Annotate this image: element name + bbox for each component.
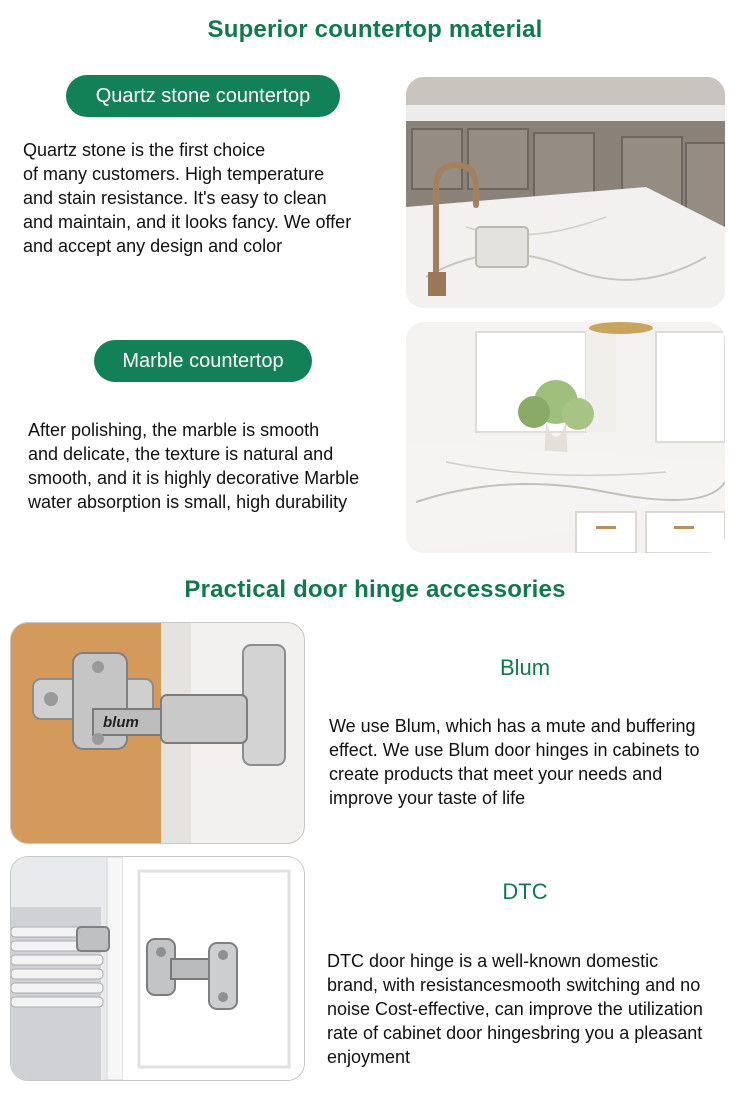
marble-line-3: smooth, and it is highly decorative Marble <box>28 468 360 488</box>
blum-line-1: We use Blum, which has a mute and buffering <box>329 716 696 736</box>
quartz-line-4: and maintain, and it looks fancy. We offer <box>23 212 352 232</box>
dtc-line-3: noise Cost-effective, can improve the utilization <box>327 999 703 1019</box>
quartz-line-5: and accept any design and color <box>23 236 283 256</box>
blum-heading: Blum <box>499 655 551 680</box>
dtc-line-2: brand, with resistancesmooth switching and no <box>327 975 701 995</box>
quartz-line-2: of many customers. High temperature <box>23 164 325 184</box>
dtc-line-5: enjoyment <box>327 1047 411 1067</box>
section-title-hinges: Practical door hinge accessories <box>184 576 566 603</box>
marble-line-1: After polishing, the marble is smooth <box>28 420 320 440</box>
blum-line-3: create products that meet your needs and <box>329 764 663 784</box>
dtc-line-1: DTC door hinge is a well-known domestic <box>327 951 659 971</box>
dtc-hinge-photo <box>10 856 305 1081</box>
blum-hinge-photo <box>10 622 305 844</box>
quartz-countertop-label: Quartz stone countertop <box>66 75 340 117</box>
marble-line-2: and delicate, the texture is natural and <box>28 444 334 464</box>
dtc-heading: DTC <box>502 879 548 904</box>
dtc-line-4: rate of cabinet door hingesbring you a pleasant <box>327 1023 703 1043</box>
marble-description <box>28 418 398 514</box>
section-title-countertop: Superior countertop material <box>207 16 543 43</box>
blum-line-2: effect. We use Blum door hinges in cabinets to <box>329 740 700 760</box>
blum-logo-text: blum <box>103 714 139 731</box>
quartz-kitchen-photo <box>406 77 725 308</box>
blum-line-4: improve your taste of life <box>329 788 526 808</box>
quartz-line-3: and stain resistance. It's easy to clean <box>23 188 327 208</box>
quartz-description <box>23 138 393 258</box>
blum-description <box>329 714 744 810</box>
quartz-line-1: Quartz stone is the first choice <box>23 140 266 160</box>
marble-countertop-label: Marble countertop <box>94 340 312 382</box>
marble-line-4: water absorption is small, high durability <box>28 492 348 512</box>
marble-kitchen-photo <box>406 322 725 553</box>
dtc-description <box>327 949 745 1069</box>
